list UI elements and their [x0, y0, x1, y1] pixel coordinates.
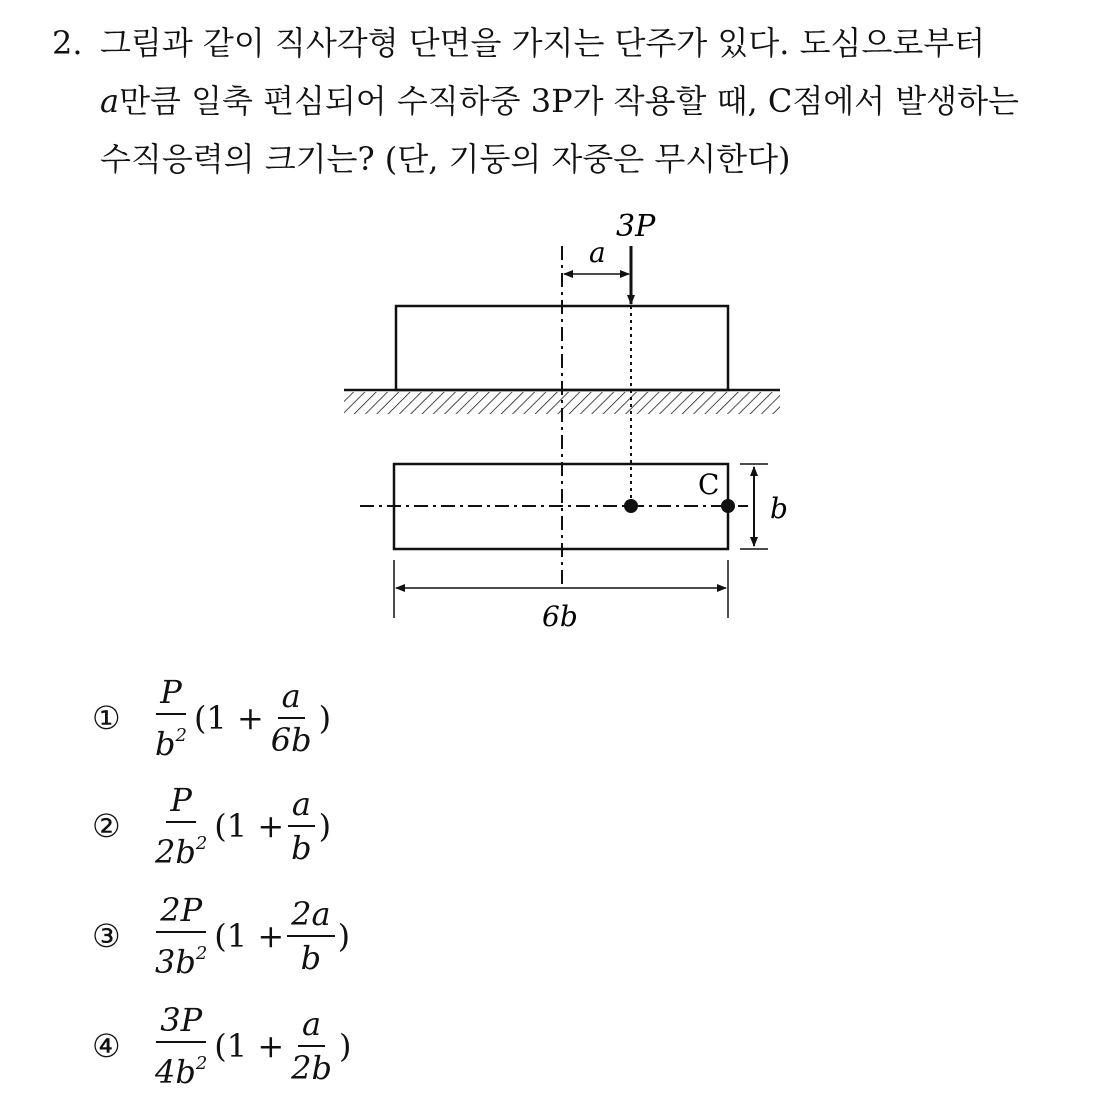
choice-2-numerator: P — [166, 781, 196, 823]
choice-1[interactable] — [92, 668, 331, 768]
choice-3-denominator — [151, 933, 211, 981]
choice-3-close: ) — [337, 917, 351, 955]
point-c — [721, 499, 735, 513]
choice-1-open: (1 + — [193, 699, 264, 737]
choice-4[interactable] — [92, 996, 351, 1096]
width-label: 6b — [542, 600, 578, 630]
choice-1-inner-fraction — [267, 677, 316, 759]
question-text — [52, 14, 1062, 188]
eccentricity-variable: a — [100, 82, 120, 120]
choice-2-close: ) — [318, 807, 332, 845]
choice-2-inner-numerator: a — [288, 785, 315, 827]
choice-1-close: ) — [318, 699, 332, 737]
choice-2-open: (1 + — [214, 807, 285, 845]
choice-3-den-base: 3b — [155, 943, 196, 981]
choice-4-inner-numerator: a — [298, 1005, 325, 1047]
choice-2-denominator — [151, 823, 211, 871]
load-label: 3P — [616, 209, 656, 244]
choice-1-inner-denominator: 6b — [270, 721, 312, 759]
choice-1-denominator — [151, 715, 191, 763]
choice-4-den-exp: 2 — [195, 1053, 208, 1074]
choice-4-close: ) — [338, 1027, 352, 1065]
choice-2-marker: ② — [92, 807, 121, 845]
choice-2-den-exp: 2 — [195, 833, 208, 854]
choice-3[interactable] — [92, 886, 350, 986]
question-line-2-text: 만큼 일축 편심되어 수직하중 3P가 작용할 때, C점에서 발생하는 — [119, 82, 1019, 120]
choice-3-inner-denominator: b — [300, 939, 322, 977]
choice-2-den-base: 2b — [155, 833, 196, 871]
choice-4-fraction — [151, 1001, 211, 1091]
point-c-label: C — [698, 468, 720, 501]
question-line-3 — [52, 130, 1062, 188]
choice-1-numerator: P — [156, 673, 186, 715]
choice-1-marker: ① — [92, 699, 121, 737]
choice-4-inner-denominator: 2b — [291, 1049, 332, 1087]
column-diagram — [330, 200, 800, 630]
question-line-1-text: 그림과 같이 직사각형 단면을 가지는 단주가 있다. 도심으로부터 — [100, 24, 986, 62]
choice-1-inner-numerator: a — [278, 677, 305, 719]
choice-4-denominator — [151, 1043, 211, 1091]
choice-4-den-base: 4b — [155, 1053, 196, 1091]
plan-view — [360, 464, 748, 549]
choice-3-numerator: 2P — [156, 891, 206, 933]
depth-label: b — [770, 492, 788, 525]
choice-3-fraction — [151, 891, 211, 981]
choice-3-marker: ③ — [92, 917, 121, 955]
eccentricity-label: a — [589, 236, 606, 269]
choice-2-inner-fraction — [287, 785, 315, 867]
choice-2-fraction — [151, 781, 211, 871]
choice-3-den-exp: 2 — [195, 943, 208, 964]
question-number: 2. — [52, 24, 83, 62]
question-line-2 — [52, 72, 1062, 130]
choice-1-den-exp: 2 — [175, 725, 187, 746]
choice-2[interactable] — [92, 776, 331, 876]
question-line-3-text: 수직응력의 크기는? (단, 기둥의 자중은 무시한다) — [100, 140, 791, 178]
choice-1-den-base: b — [155, 725, 176, 763]
choice-3-open: (1 + — [214, 917, 285, 955]
choice-4-inner-fraction — [287, 1005, 336, 1087]
column-diagram-svg — [330, 200, 800, 630]
choice-4-marker: ④ — [92, 1027, 121, 1065]
choice-3-inner-numerator: 2a — [287, 895, 334, 937]
choice-1-fraction — [151, 673, 191, 763]
choice-3-inner-fraction — [287, 895, 334, 977]
load-point — [624, 499, 638, 513]
choice-4-open: (1 + — [214, 1027, 285, 1065]
choice-4-numerator: 3P — [156, 1001, 206, 1043]
choice-2-inner-denominator: b — [291, 829, 312, 867]
question-line-1 — [52, 14, 1062, 72]
